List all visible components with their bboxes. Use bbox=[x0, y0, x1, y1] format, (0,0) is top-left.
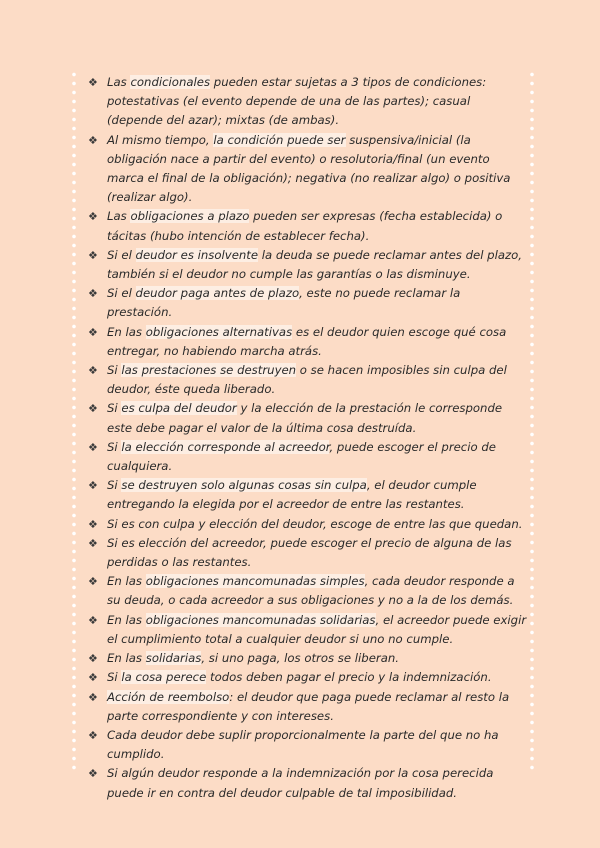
list-item bbox=[88, 246, 528, 284]
item-text: Si bbox=[107, 363, 122, 378]
list-item bbox=[88, 323, 528, 361]
diamond-bullet-icon: ❖ bbox=[88, 767, 98, 781]
highlighted-text: Acción de reembolso bbox=[107, 689, 230, 704]
diamond-bullet-icon: ❖ bbox=[88, 517, 98, 531]
highlighted-text: obligaciones mancomunadas simples bbox=[145, 574, 365, 589]
highlighted-text: obligaciones alternativas bbox=[145, 324, 293, 339]
diamond-bullet-icon: ❖ bbox=[88, 287, 98, 301]
list-item bbox=[88, 668, 528, 687]
item-text: y la elección de la prestación le corresponde este debe pagar el valor de la última cosa destruída. bbox=[107, 401, 503, 435]
item-text: , cada deudor responde a su deuda, o cada acreedor a sus obligaciones y no a la de los demás. bbox=[107, 574, 515, 608]
item-text: Si el bbox=[107, 286, 136, 301]
item-text: Si bbox=[107, 670, 122, 685]
list-item bbox=[88, 438, 528, 476]
diamond-bullet-icon: ❖ bbox=[88, 575, 98, 589]
item-text: o se hacen imposibles sin culpa del deudor, éste queda liberado. bbox=[107, 363, 507, 397]
item-text: todos deben pagar el precio y la indemnización. bbox=[206, 670, 492, 685]
list-item bbox=[88, 688, 528, 726]
highlighted-text: la cosa perece bbox=[121, 670, 207, 685]
list-item bbox=[88, 399, 528, 437]
list-item bbox=[88, 207, 528, 245]
item-text: pueden estar sujetas a 3 tipos de condiciones: potestativas (el evento depende de una de las partes); casual (depende del azar); mixtas (de ambas). bbox=[107, 75, 487, 128]
item-text: Si bbox=[107, 439, 122, 454]
item-text: , este no puede reclamar la prestación. bbox=[107, 286, 461, 320]
diamond-bullet-icon: ❖ bbox=[88, 690, 98, 704]
list-item bbox=[88, 534, 528, 572]
highlighted-text: obligaciones a plazo bbox=[130, 209, 250, 224]
diamond-bullet-icon: ❖ bbox=[88, 364, 98, 378]
diamond-bullet-icon: ❖ bbox=[88, 402, 98, 416]
item-text: Si algún deudor responde a la indemnización por la cosa perecida puede ir en contra del deudor culpable de tal imposibilidad. bbox=[107, 766, 494, 800]
list-item bbox=[88, 611, 528, 649]
diamond-bullet-icon: ❖ bbox=[88, 248, 98, 262]
item-text: Las bbox=[107, 75, 131, 89]
highlighted-text: la elección corresponde al acreedor bbox=[121, 439, 330, 454]
list-item bbox=[88, 515, 528, 534]
item-text: En las bbox=[107, 612, 146, 627]
highlighted-text: es culpa del deudor bbox=[121, 401, 237, 416]
item-text: la deuda se puede reclamar antes del plazo, también si el deudor no cumple las garantías o las disminuye. bbox=[107, 247, 523, 282]
item-text: , el deudor cumple entregando la elegida por el acreedor de entre las restantes. bbox=[107, 478, 477, 512]
list-item bbox=[88, 131, 528, 208]
bullet-list bbox=[88, 73, 528, 803]
item-text: Si bbox=[107, 401, 122, 416]
highlighted-text: se destruyen solo algunas cosas sin culpa bbox=[121, 478, 367, 493]
item-text: En las bbox=[107, 574, 146, 589]
item-text: suspensiva/inicial (la obligación nace a partir del evento) o resolutoria/final (un evento marca el final de la obligación); negativa (no realizar algo) o positiva (realizar algo). bbox=[107, 132, 511, 205]
item-text: , puede escoger el precio de cualquiera. bbox=[107, 439, 496, 474]
list-item bbox=[88, 476, 528, 514]
highlighted-text: deudor paga antes de plazo bbox=[135, 286, 300, 301]
list-item bbox=[88, 572, 528, 610]
highlighted-text: obligaciones mancomunadas solidarias bbox=[145, 612, 376, 627]
dotted-margin-left bbox=[71, 70, 77, 770]
item-text: Si es con culpa y elección del deudor, escoge de entre las que quedan. bbox=[107, 516, 523, 531]
item-text: , si uno paga, los otros se liberan. bbox=[201, 651, 399, 666]
diamond-bullet-icon: ❖ bbox=[88, 652, 98, 666]
diamond-bullet-icon: ❖ bbox=[88, 728, 98, 742]
item-text: Si bbox=[107, 478, 122, 493]
item-text: Al mismo tiempo, bbox=[107, 132, 214, 147]
list-item bbox=[88, 73, 528, 131]
dotted-margin-right bbox=[529, 70, 535, 770]
item-text: pueden ser expresas (fecha establecida) o tácitas (hubo intención de establecer fecha). bbox=[107, 209, 503, 243]
list-item bbox=[88, 284, 528, 322]
item-text: Las bbox=[107, 209, 131, 224]
diamond-bullet-icon: ❖ bbox=[88, 325, 98, 339]
highlighted-text: deudor es insolvente bbox=[135, 247, 259, 262]
list-item bbox=[88, 361, 528, 399]
highlighted-text: condicionales bbox=[130, 75, 211, 89]
list-item bbox=[88, 764, 528, 802]
diamond-bullet-icon: ❖ bbox=[88, 440, 98, 454]
item-text: En las bbox=[107, 651, 146, 666]
highlighted-text: las prestaciones se destruyen bbox=[121, 363, 297, 378]
item-text: En las bbox=[107, 324, 146, 339]
item-text: Si es elección del acreedor, puede escoger el precio de alguna de las perdidas o las restantes. bbox=[107, 535, 512, 570]
highlighted-text: la condición puede ser bbox=[213, 132, 346, 147]
list-item bbox=[88, 649, 528, 668]
item-text: Cada deudor debe suplir proporcionalmente la parte del que no ha cumplido. bbox=[107, 727, 499, 762]
diamond-bullet-icon: ❖ bbox=[88, 210, 98, 224]
item-text: : el deudor que paga puede reclamar al resto la parte correspondiente y con intereses. bbox=[107, 689, 510, 723]
diamond-bullet-icon: ❖ bbox=[88, 479, 98, 493]
list-item bbox=[88, 726, 528, 764]
item-text: , el acreedor puede exigir el cumplimiento total a cualquier deudor si uno no cumple. bbox=[107, 612, 527, 646]
diamond-bullet-icon: ❖ bbox=[88, 536, 98, 550]
item-text: Si el bbox=[107, 247, 136, 262]
highlighted-text: solidarias bbox=[145, 651, 202, 666]
diamond-bullet-icon: ❖ bbox=[88, 671, 98, 685]
diamond-bullet-icon: ❖ bbox=[88, 613, 98, 627]
diamond-bullet-icon: ❖ bbox=[88, 76, 98, 89]
item-text: es el deudor quien escoge qué cosa entregar, no habiendo marcha atrás. bbox=[107, 324, 507, 358]
diamond-bullet-icon: ❖ bbox=[88, 133, 98, 147]
